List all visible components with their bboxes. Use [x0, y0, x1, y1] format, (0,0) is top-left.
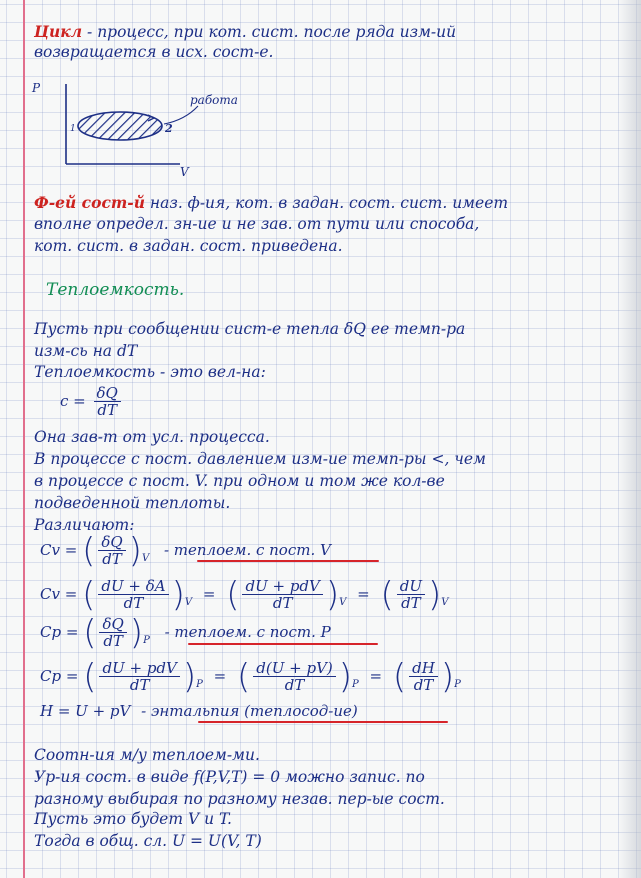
v-axis-label: V: [180, 165, 189, 178]
cycle-definition-line2: возвращается в исх. сост-е.: [34, 43, 274, 61]
cp-expansion: Cp = ( $\frac{\text{dU + pdV}}{dT}$ )$_P$ = ( $\frac{d(U + pV)}{dT}$ )$_P$ = ( $\frac{dH}{dT}$ )$_P$: [40, 657, 461, 697]
process-line3: подведенной теплоты.: [34, 494, 231, 512]
margin-line: [23, 0, 25, 878]
cp-note-underline: [188, 643, 378, 645]
enthalpy-line: [40, 704, 358, 719]
enthalpy-note: - энтальпия (теплосод-ие): [141, 702, 358, 720]
distinguish-line: Различают:: [34, 516, 135, 534]
state-function-line2: вполне определ. зн-ие и не зав. от пути или способа,: [34, 215, 480, 233]
page-edge-shadow: [618, 0, 641, 878]
cv-note-underline: [197, 560, 379, 562]
state-function-term: Ф-ей сост-й: [34, 193, 145, 212]
cycle-text-1: - процесс, при кот. сист. после ряда изм-ий: [87, 23, 457, 41]
c-formula: [60, 386, 124, 418]
relations-title: Соотн-ия м/у теплоем-ми.: [34, 746, 260, 764]
relations-line3: Пусть это будет V и T.: [34, 810, 232, 828]
enthalpy-underline: [198, 721, 448, 723]
point-1-label: 1: [70, 124, 76, 134]
cp-definition: Cp = ( $\frac{\delta Q}{dT}$ )$_P$ - теплоем. с пост. P: [40, 613, 331, 653]
state-function-line1: [34, 195, 508, 212]
relations-line4: Тогда в общ. сл. U = U(V, T): [34, 832, 262, 850]
process-line2: в процессе с пост. V. при одном и том же кол-ве: [34, 472, 445, 490]
heat-capacity-title: Теплоемкость.: [46, 280, 185, 300]
relations-line2: разному выбирая по разному незав. пер-ые сост.: [34, 790, 445, 808]
cycle-definition-line1: [34, 24, 456, 41]
c-formula-lhs: c =: [60, 392, 86, 410]
cv-note: - теплоем. с пост. V: [163, 541, 331, 559]
point-2-label: 2: [165, 122, 173, 135]
state-function-text-1: наз. ф-ия, кот. в задан. сост. сист. имеет: [149, 194, 509, 212]
intro-line1: Пусть при сообщении сист-е тепла δQ ее темп-ра: [34, 320, 466, 338]
cv-definition: Cv = ( $\frac{\delta Q}{dT}$ )$_V$ - теплоем. с пост. V: [40, 531, 331, 571]
work-label: работа: [190, 93, 238, 107]
pv-cycle-diagram: [30, 78, 250, 178]
enthalpy-formula: H = U + pV: [40, 702, 131, 720]
intro-line2: изм-сь на dT: [34, 342, 138, 360]
cycle-term: Цикл: [34, 22, 83, 41]
c-formula-fraction: $\frac{\delta Q}{dT}$: [94, 386, 121, 418]
process-line1: В процессе с пост. давлением изм-ие темп-ры <, чем: [34, 450, 486, 468]
definition-line: Теплоемкость - это вел-на:: [34, 363, 266, 381]
state-function-line3: кот. сист. в задан. сост. приведена.: [34, 237, 343, 255]
cv-expansion: Cv = ( $\frac{dU + \delta A}{dT}$ )$_V$ = ( $\frac{\text{dU + pdV}}{dT}$ )$_V$ = ( $\frac{dU}{dT}$ )$_V$: [40, 575, 449, 615]
dependency-line: Она зав-т от усл. процесса.: [34, 428, 270, 446]
cp-note: - теплоем. с пост. P: [164, 623, 331, 641]
relations-line1: Ур-ия сост. в виде f(P,V,T) = 0 можно запис. по: [34, 768, 425, 786]
p-axis-label: P: [32, 81, 41, 95]
